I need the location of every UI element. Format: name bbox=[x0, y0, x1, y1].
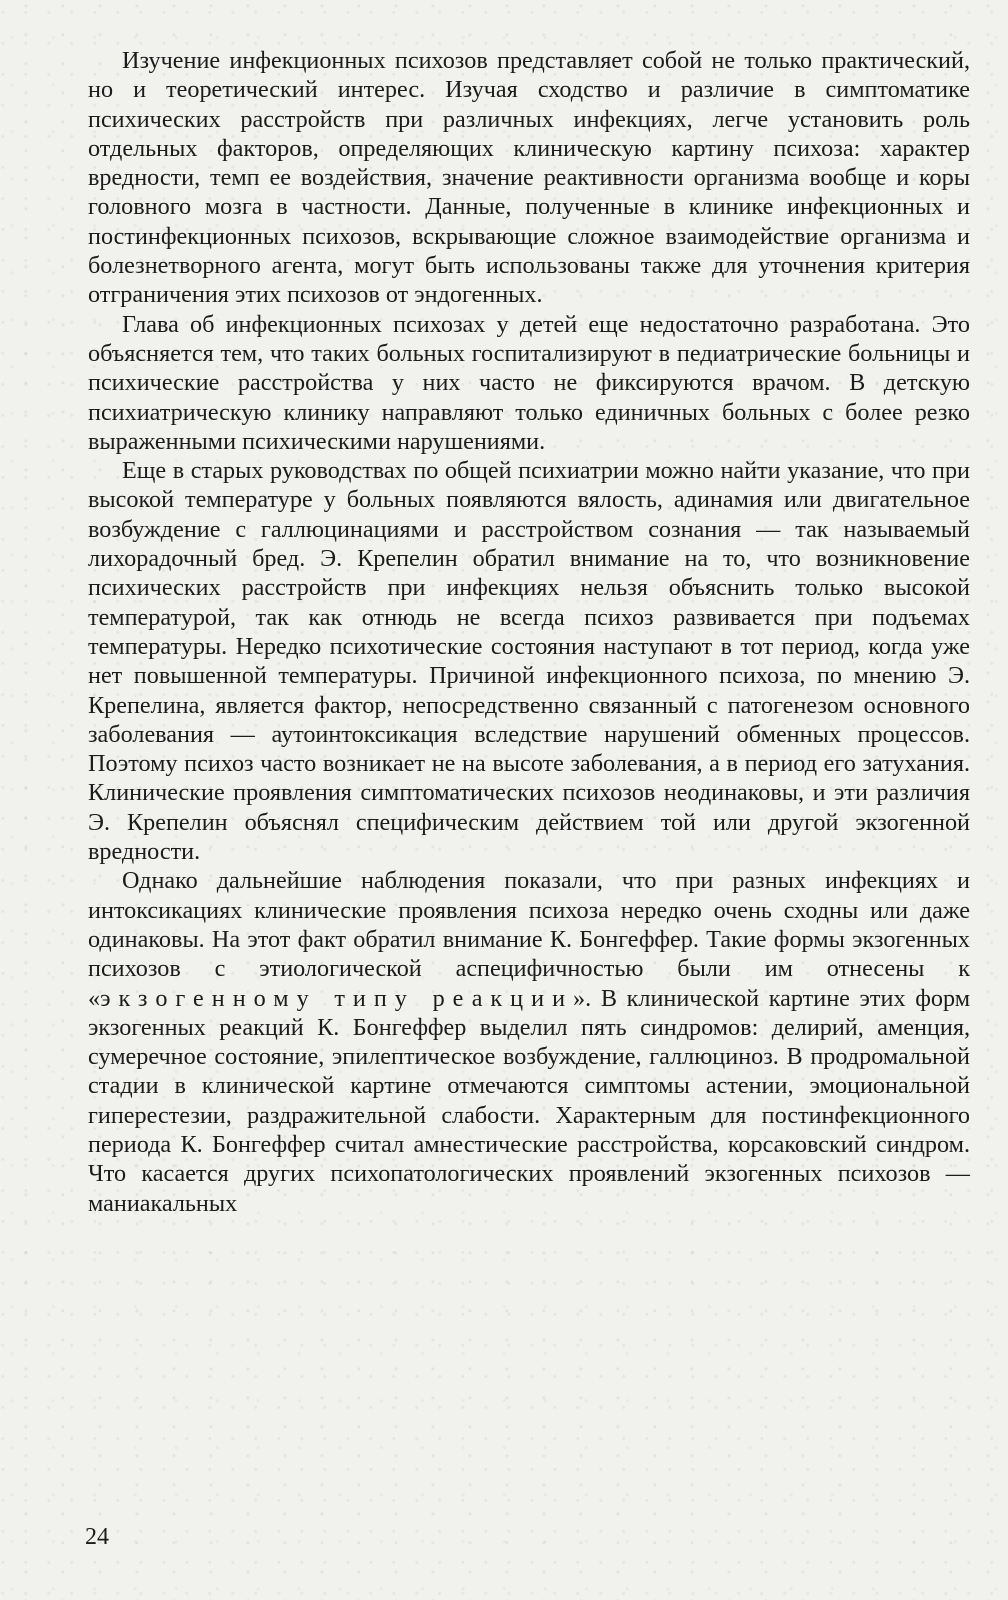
paragraph-4 bbox=[88, 866, 970, 1218]
page-number: 24 bbox=[85, 1524, 109, 1550]
paragraph-4-end: ». В клинической картине этих форм экзогенных реакций К. Бонгеффер выделил пять синдромов: делирий, аменция, сумеречное состояние, эпилептическое возбуждение, галлюциноз. В продромальной стадии в клинической картине отмечаются симптомы астении, эмоциональной гиперестезии, раздражительной слабости. Характерным для постинфекционного периода К. Бонгеффер считал амнестические расстройства, корсаковский синдром. Что касается других психопатологических проявлений экзогенных психозов — маниакальных bbox=[88, 984, 971, 1217]
paragraph-3: Еще в старых руководствах по общей психиатрии можно найти указание, что при высокой температуре у больных появляются вялость, адинамия или двигательное возбуждение с галлюцинациями и расстройством сознания — так называемый лихорадочный бред. Э. Крепелин обратил внимание на то, что возникновение психических расстройств при инфекциях нельзя объяснить только высокой температурой, так как отнюдь не всегда психоз развивается при подъемах температуры. Нередко психотические состояния наступают в тот период, когда уже нет повышенной температуры. Причиной инфекционного психоза, по мнению Э. Крепелина, является фактор, непосредственно связанный с патогенезом основного заболевания — аутоинтоксикация вследствие нарушений обменных процессов. Поэтому психоз часто возникает не на высоте заболевания, а в период его затухания. Клинические проявления симптоматических психозов неодинаковы, и эти различия Э. Крепелин объяснял специфическим действием той или другой экзогенной вредности. bbox=[88, 457, 970, 866]
paragraph-4-start: Однако дальнейшие наблюдения показали, что при разных инфекциях и интоксикациях клинические проявления психоза нередко очень сходны или даже одинаковы. На этот факт обратил внимание К. Бонгеффер. Такие формы экзогенных психозов с этиологической аспецифичностью были им отнесены к « bbox=[88, 867, 970, 1012]
spaced-term: экзогенному типу реакции bbox=[100, 984, 574, 1012]
paragraph-2: Глава об инфекционных психозах у детей еще недостаточно разработана. Это объясняется тем, что таких больных госпитализируют в педиатрические больницы и психические расстройства у них часто не фиксируются врачом. В детскую психиатрическую клинику направляют только единичных больных с более резко выраженными психическими нарушениями. bbox=[88, 310, 970, 455]
body-text bbox=[88, 46, 970, 1218]
paragraph-1: Изучение инфекционных психозов представляет собой не только практический, но и теоретический интерес. Изучая сходство и различие в симптоматике психических расстройств при различных инфекциях, легче установить роль отдельных факторов, определяющих клиническую картину психоза: характер вредности, темп ее воздействия, значение реактивности организма вообще и коры головного мозга в частности. Данные, полученные в клинике инфекционных и постинфекционных психозов, вскрывающие сложное взаимодействие организма и болезнетворного агента, могут быть использованы также для уточнения критерия отграничения этих психозов от эндогенных. bbox=[88, 47, 970, 309]
